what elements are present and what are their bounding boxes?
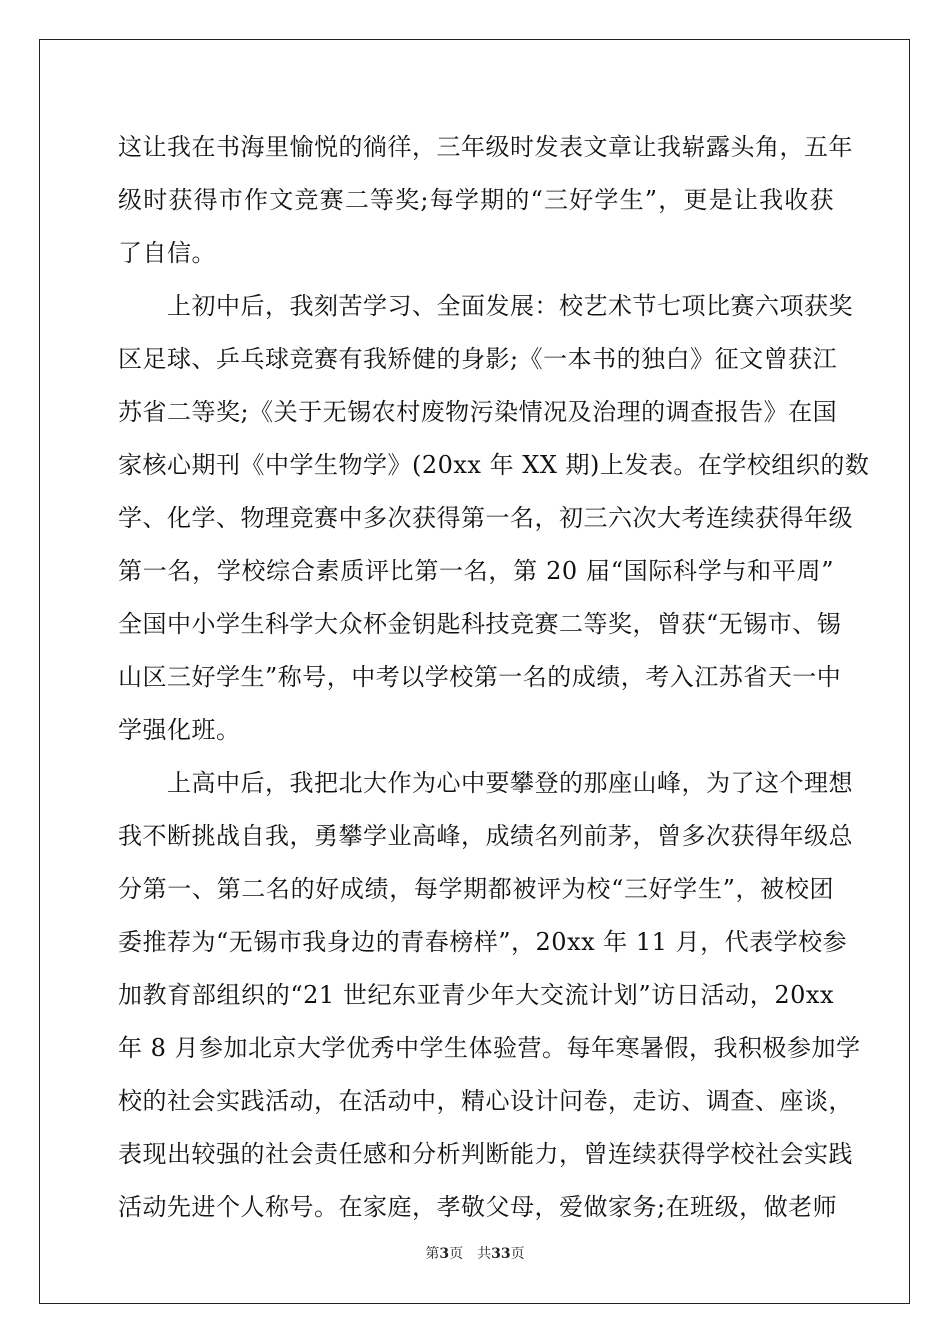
text-line: 分第一、第二名的好成绩，每学期都被评为校“三好学生”，被校团 [118, 875, 834, 903]
text-line: 上高中后，我把北大作为心中要攀登的那座山峰，为了这个理想 [118, 769, 853, 797]
text-line: 活动先进个人称号。在家庭，孝敬父母，爱做家务;在班级，做老师 [118, 1193, 838, 1221]
text-line: 第一名，学校综合素质评比第一名，第 20 届“国际科学与和平周” [118, 557, 834, 585]
text-line: 家核心期刊《中学生物学》(20xx 年 XX 期)上发表。在学校组织的数 [118, 451, 870, 479]
footer-suffix: 页 [510, 1246, 525, 1262]
footer-prefix: 第 [425, 1246, 440, 1262]
text-line: 我不断挑战自我，勇攀学业高峰，成绩名列前茅，曾多次获得年级总 [118, 822, 853, 850]
total-page-count: 33 [491, 1246, 511, 1262]
text-line: 年 8 月参加北京大学优秀中学生体验营。每年寒暑假，我积极参加学 [118, 1034, 861, 1062]
text-line: 学强化班。 [118, 716, 241, 744]
text-line: 苏省二等奖;《关于无锡农村废物污染情况及治理的调查报告》在国 [118, 398, 838, 426]
text-line: 加教育部组织的“21 世纪东亚青少年大交流计划”访日活动，20xx [118, 981, 834, 1009]
text-line: 学、化学、物理竞赛中多次获得第一名，初三六次大考连续获得年级 [118, 504, 853, 532]
page-footer [0, 1244, 950, 1264]
text-line: 表现出较强的社会责任感和分析判断能力，曾连续获得学校社会实践 [118, 1140, 853, 1168]
text-line: 了自信。 [118, 239, 216, 267]
text-line: 上初中后，我刻苦学习、全面发展：校艺术节七项比赛六项获奖 [118, 292, 853, 320]
text-line: 校的社会实践活动，在活动中，精心设计问卷，走访、调查、座谈， [118, 1087, 853, 1115]
text-line: 全国中小学生科学大众杯金钥匙科技竞赛二等奖，曾获“无锡市、锡 [118, 610, 842, 638]
text-line: 这让我在书海里愉悦的徜徉，三年级时发表文章让我崭露头角，五年 [118, 133, 853, 161]
text-line: 区足球、乒乓球竞赛有我矫健的身影;《一本书的独白》征文曾获江 [118, 345, 838, 373]
current-page-number: 3 [439, 1246, 450, 1262]
text-line: 委推荐为“无锡市我身边的青春榜样”，20xx 年 11 月，代表学校参 [118, 928, 848, 956]
footer-middle: 页 共 [449, 1246, 492, 1262]
text-line: 山区三好学生”称号，中考以学校第一名的成绩，考入江苏省天一中 [118, 663, 842, 691]
text-line: 级时获得市作文竞赛二等奖;每学期的“三好学生”，更是让我收获 [118, 186, 834, 214]
